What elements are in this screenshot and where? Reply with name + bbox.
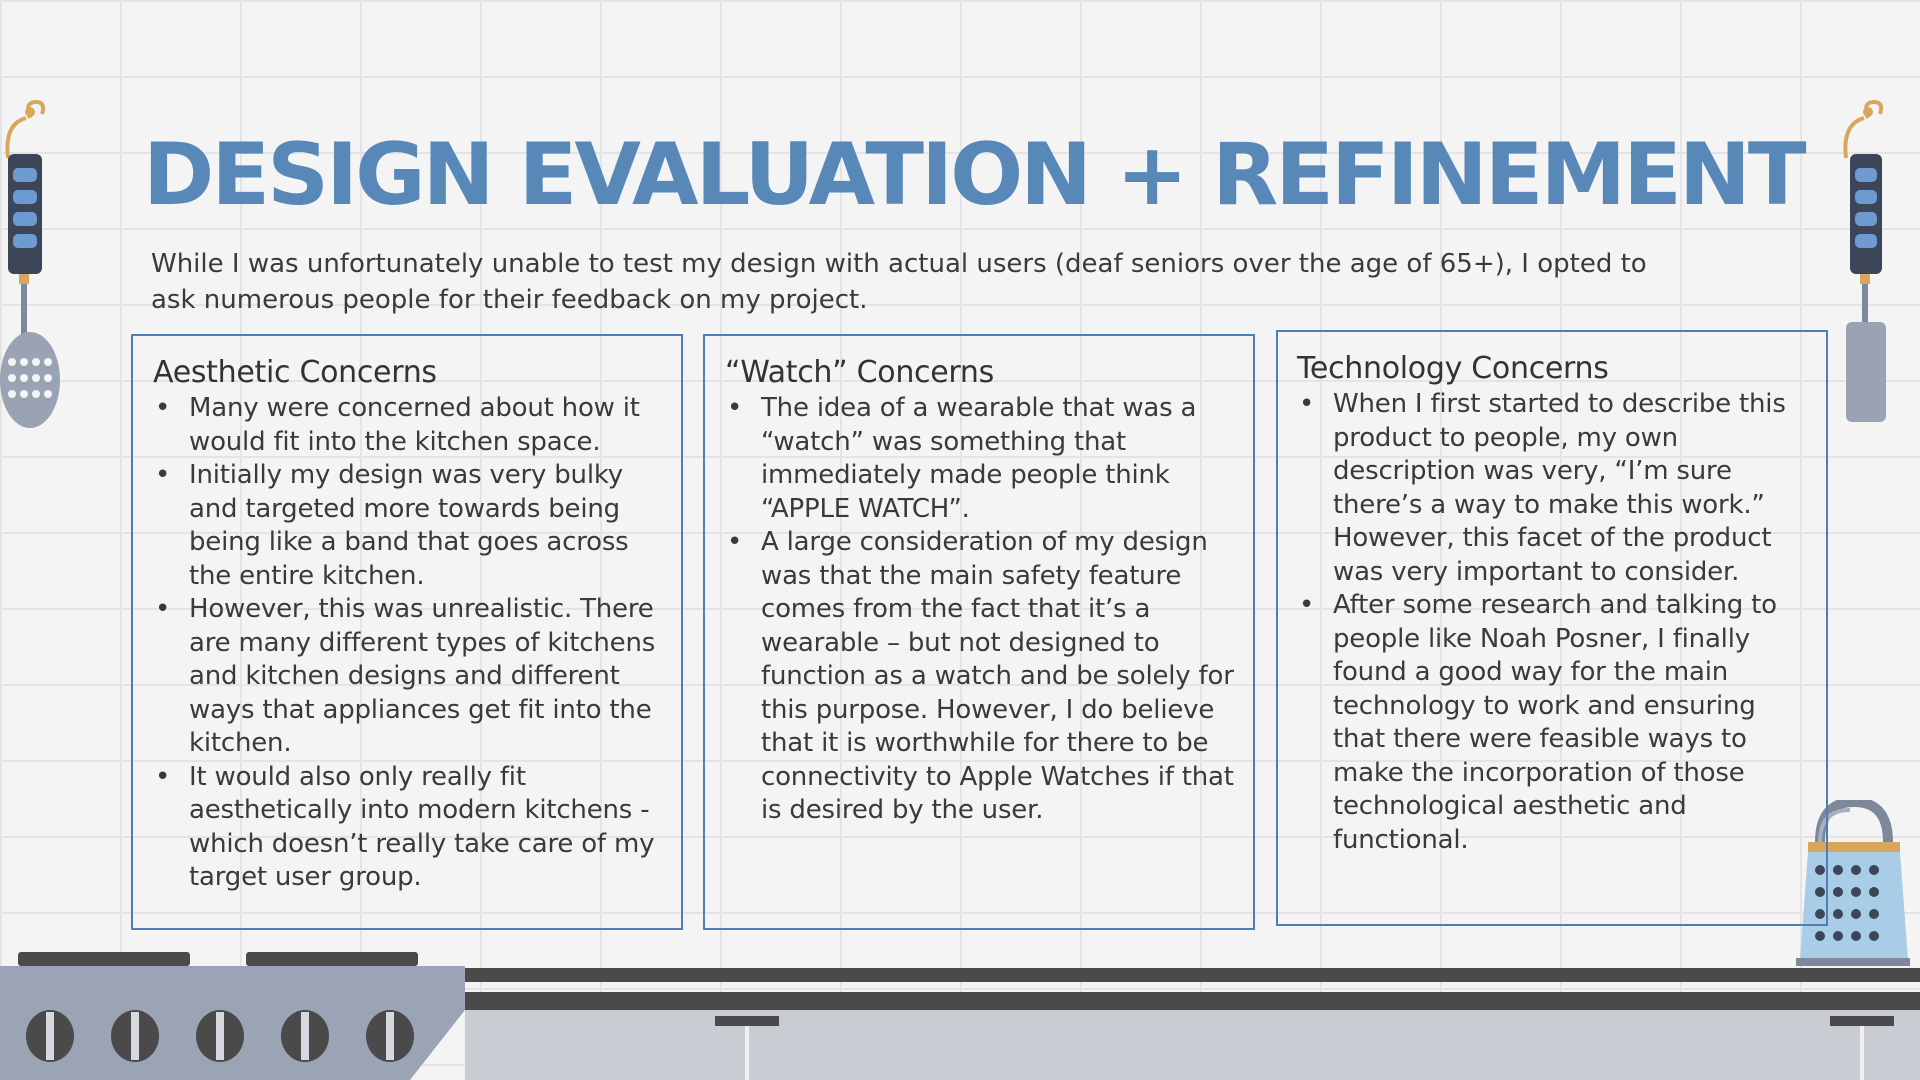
bullet-icon: • <box>1299 590 1315 620</box>
bullet-icon: • <box>155 594 171 624</box>
list-item <box>153 392 663 459</box>
spatula-icon <box>1840 100 1910 430</box>
list-item <box>153 761 663 895</box>
bullet-icon: • <box>155 761 171 792</box>
list-item <box>153 459 663 593</box>
watch-concerns-box <box>703 334 1255 930</box>
list-item-text: After some research and talking to people like Noah Posner, I finally found a good way for the main technology to work and ensuring that there were feasible ways to make the incorporation of those technological aesthetic and functional. <box>1333 590 1777 855</box>
list-item-text: Many were concerned about how it would fit into the kitchen space. <box>189 393 640 457</box>
list-item-text: A large consideration of my design was that the main safety feature comes from the fact that it’s a wearable – but not designed to function as a watch and be solely for this purpose. However, I do believe that it is worthwhile for there to be connectivity to Apple Watches if that is desired by the user. <box>761 527 1234 825</box>
intro-paragraph: While I was unfortunately unable to test my design with actual users (deaf seniors over the age of 65+), I opted to ask numerous people for their feedback on my project. <box>151 249 1647 315</box>
stove-icon <box>0 940 1920 1080</box>
technology-concerns-box <box>1276 330 1828 926</box>
list-item-text: Initially my design was very bulky and targeted more towards being being like a band that goes across the entire kitchen. <box>189 460 629 591</box>
box-heading: Aesthetic Concerns <box>153 355 437 390</box>
box-heading: “Watch” Concerns <box>725 355 994 390</box>
list-item-text: However, this was unrealistic. There are many different types of kitchens and kitchen designs and different ways that appliances get fit into the kitchen. <box>189 594 656 758</box>
bullet-icon: • <box>155 393 171 423</box>
list-item <box>153 593 663 761</box>
page-title: DESIGN EVALUATION + REFINEMENT <box>143 125 1804 225</box>
bullet-icon: • <box>1299 389 1315 419</box>
list-item-text: It would also only really fit aesthetically into modern kitchens - which doesn’t really take care of my target user group. <box>189 761 655 892</box>
list-item-text: The idea of a wearable that was a “watch” was something that immediately made people think “APPLE WATCH”. <box>761 393 1197 524</box>
bullet-list <box>1297 388 1812 857</box>
bullet-list <box>153 392 663 895</box>
list-item <box>725 392 1237 526</box>
list-item <box>1297 388 1812 589</box>
list-item <box>1297 589 1812 857</box>
bullet-icon: • <box>727 527 743 557</box>
bullet-icon: • <box>155 460 171 490</box>
bullet-icon: • <box>727 393 743 423</box>
slotted-spoon-icon <box>0 100 70 430</box>
bullet-list <box>725 392 1237 828</box>
list-item-text: When I first started to describe this product to people, my own description was very, “I’m sure there’s a way to make this work.” However, this facet of the product was very important to consider. <box>1333 389 1786 587</box>
aesthetic-concerns-box <box>131 334 683 930</box>
list-item <box>725 526 1237 828</box>
box-heading: Technology Concerns <box>1297 351 1609 386</box>
